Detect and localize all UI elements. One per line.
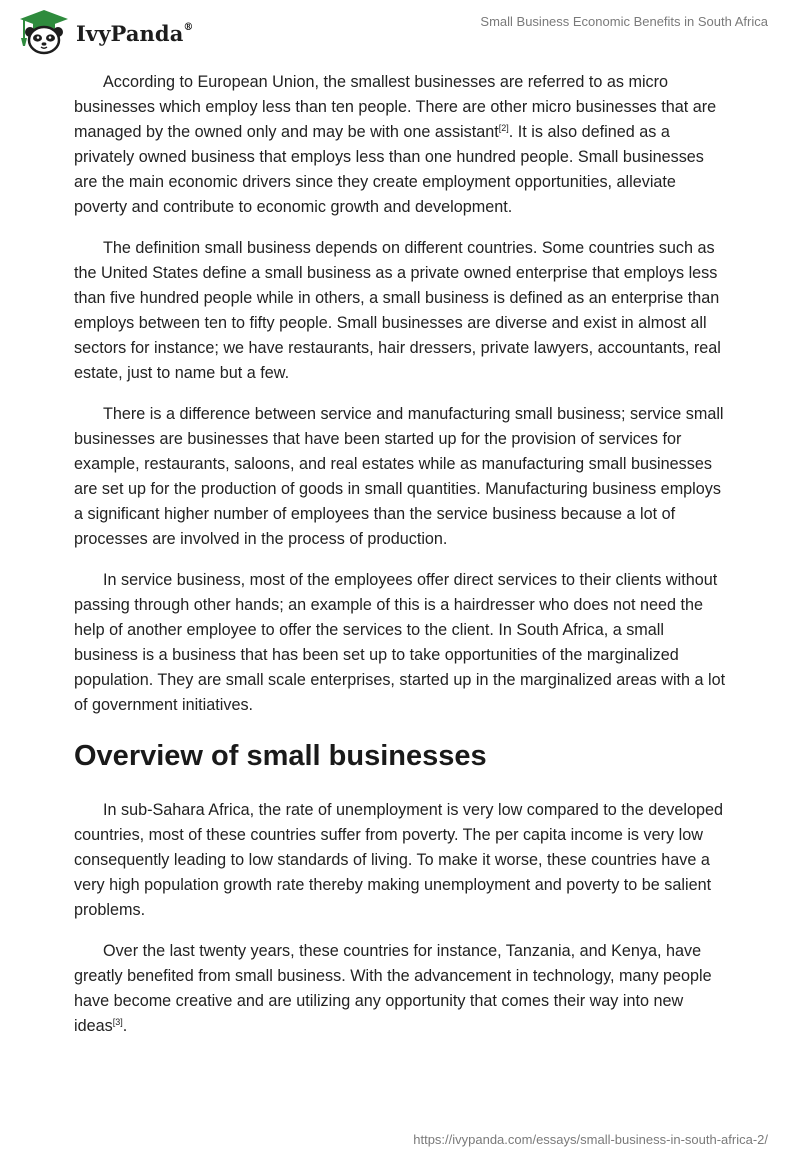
brand-name: IvyPanda® [76,20,194,46]
paragraph: In sub-Sahara Africa, the rate of unemployment is very low compared to the developed countries, most of these countries suffer from poverty. The per capita income is very low consequently leading to low standards of living. To make it worse, these countries have a very high population growth rate thereby making unemployment and poverty to be salient problems. [74,801,723,919]
paragraph: In service business, most of the employees offer direct services to their clients without passing through other hands; an example of this is a hairdresser who does not need the help of another employee to offer the services to the client. In South Africa, a small business is a business that has been set up to take opportunities of the marginalized population. They are small scale enterprises, started up in the marginalized areas with a lot of government initiatives. [74,571,726,714]
paragraph: The definition small business depends on different countries. Some countries such as the United States define a small business as a private owned enterprise that employs less than five hundred people while in others, a small business is defined as an enterprise than employs between ten to fifty people. Small businesses are diverse and exist in almost all sectors for instance; we have restaurants, hair dressers, private lawyers, accountants, real estate, just to name but a few. [74,239,721,382]
paragraph: There is a difference between service and manufacturing small business; service small businesses are businesses that have been started up for the provision of services for example, restaurants, saloons, and real estates while as manufacturing small businesses are set up for the production of goods in small quantities. Manufacturing business employs a significant higher number of employees than the service business because a lot of processes are involved in the process of production. [74,405,724,548]
paragraph: According to European Union, the smallest businesses are referred to as micro businesses which employ less than ten people. There are other micro businesses that are managed by the owned only and may be with one assistant[2]. It is also defined as a privately owned business that employs less than one hundred people. Small businesses are the main economic drivers since they create employment opportunities, alleviate poverty and contribute to economic growth and development. [74,73,717,216]
source-url[interactable]: https://ivypanda.com/essays/small-business-in-south-africa-2/ [413,1132,768,1147]
panda-graduate-logo-icon [16,8,72,56]
footnote-ref[interactable]: [3] [112,1017,123,1027]
brand-logo[interactable] [16,8,194,56]
article-body [74,70,730,1055]
section-heading: Overview of small businesses [74,740,487,772]
registered-mark: ® [183,21,194,33]
document-title: Small Business Economic Benefits in South Africa [480,14,768,29]
footnote-ref[interactable]: [2] [498,123,509,133]
page-header [0,0,800,64]
paragraph: Over the last twenty years, these countries for instance, Tanzania, and Kenya, have greatly benefited from small business. With the advancement in technology, many people have become creative and are utilizing any opportunity that comes their way into new ideas[3]. [74,942,712,1035]
